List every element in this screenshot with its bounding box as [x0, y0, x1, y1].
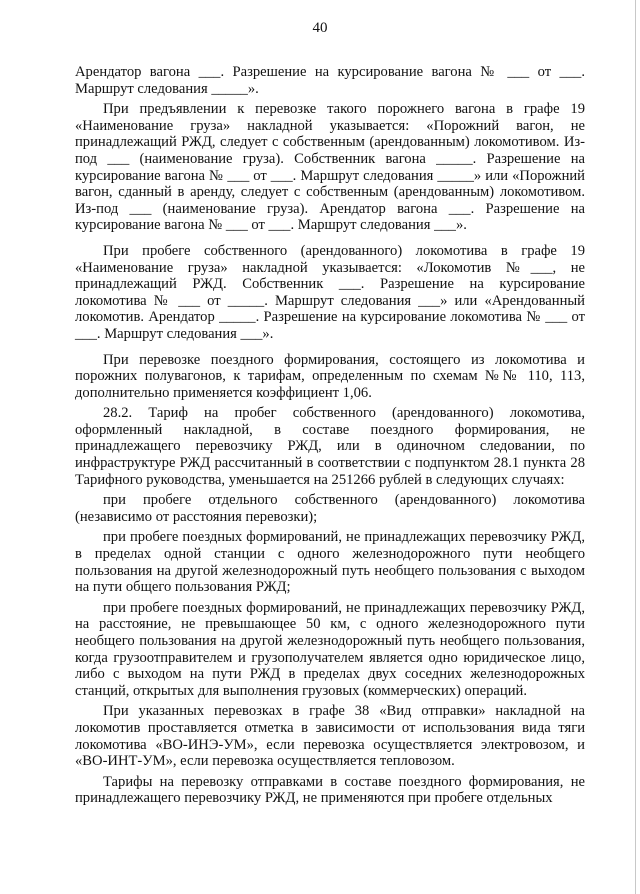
body-text: [75, 64, 585, 807]
paragraph-dispatch-mark: При указанных перевозках в графе 38 «Вид отправки» накладной на локомотив проставляется отметка в зависимости от использования вида тяги локомотива «ВО-ИНЭ-УМ», если перевозка осуществляется электровозом, и «ВО-ИНТ-УМ», если перевозка осуществляется тепловозом.: [75, 703, 585, 770]
paragraph-empty-wagon: При предъявлении к перевозке такого порожнего вагона в графе 19 «Наименование груза» накладной указывается: «Порожний вагон, не принадлежащий РЖД, следует с собственным (арендованным) локомотивом. Из-под ___ (наименование груза). Собственник вагона _____. Разрешение на курсирование вагона № ___ от ___. Маршрут следования _____» или «Порожний вагон, сданный в аренду, следует с собственным (арендованным) локомотивом. Из-под ___ (наименование груза). Арендатор вагона ___. Разрешение на курсирование вагона № ___ от ___. Маршрут следования ___».: [75, 101, 585, 234]
list-item-single-locomotive: при пробеге отдельного собственного (арендованного) локомотива (независимо от расстояния перевозки);: [75, 492, 585, 525]
page-edge: [635, 0, 636, 894]
paragraph-train-coefficient: При перевозке поездного формирования, состоящего из локомотива и порожних полувагонов, к тарифам, определенным по схемам №№ 110, 113, дополнительно применяется коэффициент 1,06.: [75, 351, 585, 401]
paragraph-lessee-wagon: Арендатор вагона ___. Разрешение на курсирование вагона № ___ от ___. Маршрут следования _____».: [75, 64, 585, 97]
list-item-50-km: при пробеге поездных формирований, не принадлежащих перевозчику РЖД, на расстояние, не превышающее 50 км, с одного железнодорожного пути необщего пользования на другой железнодорожный путь необщего пользования, когда грузоотправителем и грузополучателем является одно юридическое лицо, либо с выходом на пути РЖД в пределах двух соседних железнодорожных станций, открытых для выполнения грузовых (коммерческих) операций.: [75, 599, 585, 699]
paragraph-own-locomotive: При пробеге собственного (арендованного) локомотива в графе 19 «Наименование груза» накладной указывается: «Локомотив №___, не принадлежащий РЖД. Собственник ___. Разрешение на курсирование локомотива № ___ от _____. Маршрут следования ___» или «Арендованный локомотив. Арендатор _____. Разрешение на курсирование локомотива № ___ от ___. Маршрут следования ___».: [75, 242, 585, 342]
list-item-one-station: при пробеге поездных формирований, не принадлежащих перевозчику РЖД, в пределах одной станции с одного железнодорожного пути необщего пользования на другой железнодорожный путь необщего пользования с выходом на пути общего пользования РЖД;: [75, 529, 585, 596]
page-number: 40: [312, 20, 328, 36]
paragraph-28-2: 28.2. Тариф на пробег собственного (арендованного) локомотива, оформленный накладной, в составе поездного формирования, не принадлежащего перевозчику РЖД, или в одиночном следовании, по инфраструктуре РЖД рассчитанный в соответствии с подпунктом 28.1 пункта 28 Тарифного руководства, уменьшается на 251266 рублей в следующих случаях:: [75, 405, 585, 488]
paragraph-tariffs-not-applied: Тарифы на перевозку отправками в составе поездного формирования, не принадлежащего перевозчику РЖД, не применяются при пробеге отдельных: [75, 773, 585, 807]
